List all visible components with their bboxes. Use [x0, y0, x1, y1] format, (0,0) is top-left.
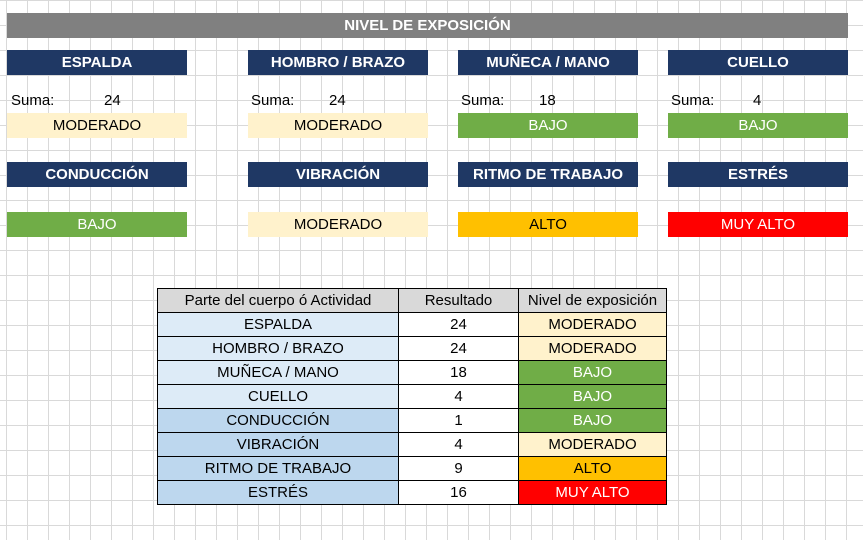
table-cell-result[interactable]: 24 [399, 337, 519, 361]
suma-value-espalda[interactable]: 24 [104, 92, 121, 109]
summary-table [157, 288, 667, 505]
table-row [158, 361, 667, 385]
table-cell-level[interactable]: BAJO [519, 385, 667, 409]
table-header-row [158, 289, 667, 313]
table-row [158, 409, 667, 433]
table-cell-part[interactable]: RITMO DE TRABAJO [158, 457, 399, 481]
table-cell-part[interactable]: MUÑECA / MANO [158, 361, 399, 385]
header-estres[interactable]: ESTRÉS [668, 162, 848, 187]
table-cell-level[interactable]: MUY ALTO [519, 481, 667, 505]
table-cell-level[interactable]: MODERADO [519, 313, 667, 337]
table-row [158, 433, 667, 457]
suma-label-espalda[interactable]: Suma: [11, 92, 55, 109]
table-cell-part[interactable]: CONDUCCIÓN [158, 409, 399, 433]
header-conduccion[interactable]: CONDUCCIÓN [7, 162, 187, 187]
table-cell-level[interactable]: BAJO [519, 361, 667, 385]
table-cell-part[interactable]: ESPALDA [158, 313, 399, 337]
table-cell-level[interactable]: MODERADO [519, 337, 667, 361]
header-ritmo-de-trabajo[interactable]: RITMO DE TRABAJO [458, 162, 638, 187]
suma-value-hombro-brazo[interactable]: 24 [329, 92, 346, 109]
table-cell-result[interactable]: 4 [399, 385, 519, 409]
header-hombro-brazo[interactable]: HOMBRO / BRAZO [248, 50, 428, 75]
table-cell-result[interactable]: 24 [399, 313, 519, 337]
level-ritmo-de-trabajo[interactable]: ALTO [458, 212, 638, 237]
table-cell-result[interactable]: 1 [399, 409, 519, 433]
sheet-title[interactable]: NIVEL DE EXPOSICIÓN [7, 13, 848, 38]
table-row [158, 385, 667, 409]
header-espalda[interactable]: ESPALDA [7, 50, 187, 75]
column-header-result[interactable]: Resultado [399, 289, 519, 313]
column-header-part[interactable]: Parte del cuerpo ó Actividad [158, 289, 399, 313]
table-cell-level[interactable]: BAJO [519, 409, 667, 433]
level-hombro-brazo[interactable]: MODERADO [248, 113, 428, 138]
suma-label-cuello[interactable]: Suma: [671, 92, 715, 109]
table-cell-result[interactable]: 9 [399, 457, 519, 481]
column-header-level[interactable]: Nivel de exposición [519, 289, 667, 313]
table-row [158, 337, 667, 361]
table-cell-part[interactable]: ESTRÉS [158, 481, 399, 505]
level-espalda[interactable]: MODERADO [7, 113, 187, 138]
table-cell-part[interactable]: CUELLO [158, 385, 399, 409]
header-cuello[interactable]: CUELLO [668, 50, 848, 75]
level-cuello[interactable]: BAJO [668, 113, 848, 138]
table-cell-result[interactable]: 18 [399, 361, 519, 385]
suma-value-muneca-mano[interactable]: 18 [539, 92, 556, 109]
table-cell-result[interactable]: 16 [399, 481, 519, 505]
level-conduccion[interactable]: BAJO [7, 212, 187, 237]
table-row [158, 313, 667, 337]
table-cell-result[interactable]: 4 [399, 433, 519, 457]
table-row [158, 481, 667, 505]
level-vibracion[interactable]: MODERADO [248, 212, 428, 237]
table-cell-level[interactable]: MODERADO [519, 433, 667, 457]
table-row [158, 457, 667, 481]
header-muneca-mano[interactable]: MUÑECA / MANO [458, 50, 638, 75]
header-vibracion[interactable]: VIBRACIÓN [248, 162, 428, 187]
table-cell-part[interactable]: HOMBRO / BRAZO [158, 337, 399, 361]
level-muneca-mano[interactable]: BAJO [458, 113, 638, 138]
table-cell-part[interactable]: VIBRACIÓN [158, 433, 399, 457]
suma-label-muneca-mano[interactable]: Suma: [461, 92, 505, 109]
suma-label-hombro-brazo[interactable]: Suma: [251, 92, 295, 109]
level-estres[interactable]: MUY ALTO [668, 212, 848, 237]
suma-value-cuello[interactable]: 4 [753, 92, 762, 109]
table-cell-level[interactable]: ALTO [519, 457, 667, 481]
